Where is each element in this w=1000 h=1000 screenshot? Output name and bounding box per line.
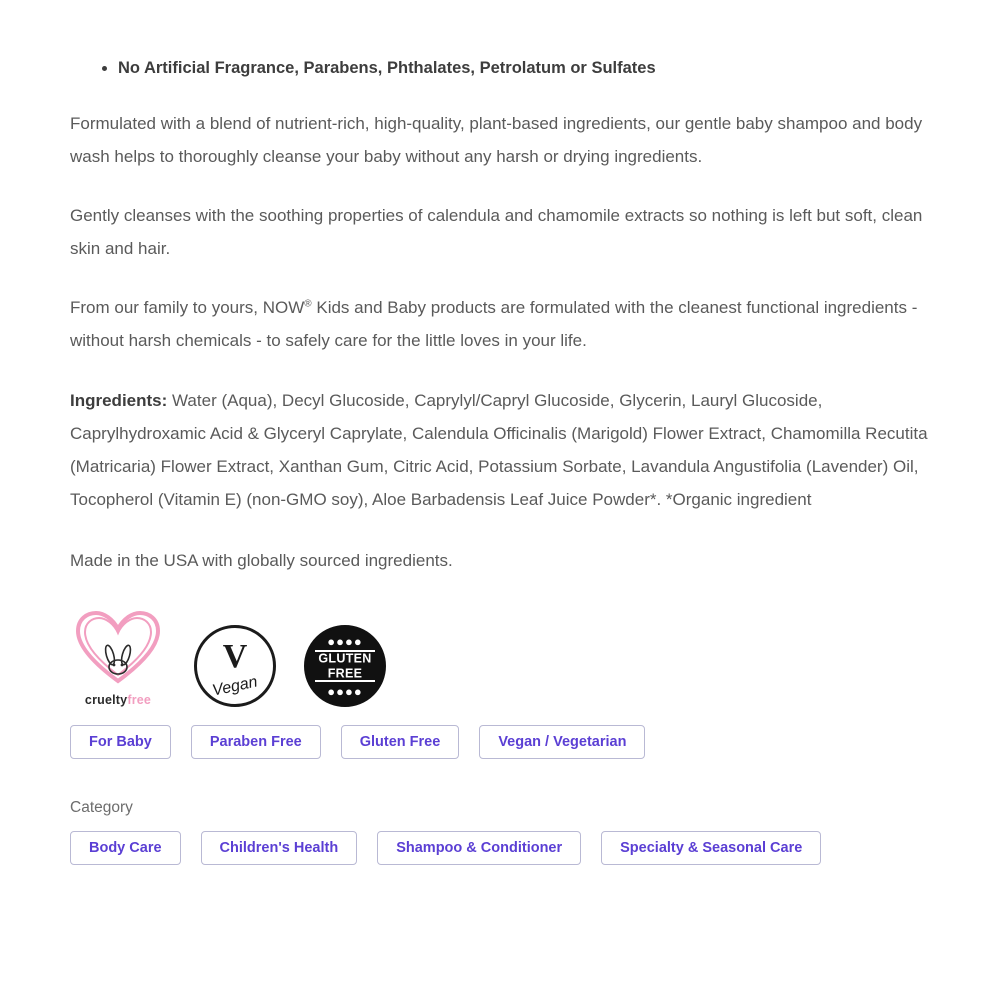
registered-trademark-symbol: ® (304, 298, 312, 310)
attribute-tag-paraben-free[interactable]: Paraben Free (191, 725, 321, 759)
free-word: FREE (327, 666, 363, 681)
gluten-free-label (307, 652, 383, 681)
family-text-after: Kids and Baby products are formulated with the cleanest functional ingredients - without harsh chemicals - to safely care for the little loves in your life. (70, 298, 918, 351)
paragraph-family (70, 291, 930, 357)
category-tag-shampoo-conditioner[interactable]: Shampoo & Conditioner (377, 831, 581, 865)
ingredients-text: Water (Aqua), Decyl Glucoside, Caprylyl/Capryl Glucoside, Glycerin, Lauryl Glucoside, Caprylhydroxamic Acid & Glyceryl Caprylate, Calendula Officinalis (Marigold) Flower Extract, Chamomilla Recutita (Matricaria) Flower Extract, Xanthan Gum, Citric Acid, Potassium Sorbate, Lavandula Angustifolia (Lavender) Oil, Tocopherol (Vitamin E) (non-GMO soy), Aloe Barbadensis Leaf Juice Powder*. *Organic ingredient (70, 390, 928, 510)
gluten-free-top-dots: ●●●● (327, 634, 363, 650)
category-tag-body-care[interactable]: Body Care (70, 831, 181, 865)
attribute-tag-vegan-vegetarian[interactable]: Vegan / Vegetarian (479, 725, 645, 759)
cruelty-free-badge (70, 607, 166, 707)
family-text-before: From our family to yours, NOW (70, 298, 305, 318)
attribute-tag-gluten-free[interactable]: Gluten Free (341, 725, 460, 759)
ingredients-label: Ingredients: (70, 390, 168, 410)
list-item: • No Artificial Fragrance, Parabens, Phthalates, Petrolatum or Sulfates (118, 56, 930, 81)
gluten-free-badge (304, 625, 386, 707)
category-tag-list (70, 831, 930, 865)
attribute-tag-list (70, 725, 930, 759)
gluten-free-bottom-dots: ●●●● (327, 684, 363, 700)
certification-badges (70, 603, 930, 707)
paragraph-ingredients (70, 384, 930, 517)
gluten-word: GLUTEN (318, 651, 372, 666)
cruelty-word: cruelty (84, 693, 128, 708)
paragraph-cleanses: Gently cleanses with the soothing properties of calendula and chamomile extracts so nothing is left but soft, clean skin and hair. (70, 206, 923, 259)
free-word: free (127, 693, 152, 708)
vegan-letter: V (222, 638, 248, 676)
gluten-free-bottom-bar (315, 680, 375, 682)
attribute-tag-for-baby[interactable]: For Baby (70, 725, 171, 759)
cruelty-free-label (70, 693, 166, 707)
category-tag-childrens-health[interactable]: Children's Health (201, 831, 358, 865)
category-label: Category (70, 799, 133, 817)
cruelty-free-rabbit-heart-icon (70, 607, 166, 689)
category-tag-specialty-seasonal-care[interactable]: Specialty & Seasonal Care (601, 831, 821, 865)
paragraph-formulated: Formulated with a blend of nutrient-rich, high-quality, plant-based ingredients, our gentle baby shampoo and body wash helps to thoroughly cleanse your baby without any harsh or drying ingredients. (70, 113, 923, 166)
paragraph-made-in: Made in the USA with globally sourced ingredients. (70, 551, 453, 571)
feature-bullet-list (70, 56, 930, 81)
vegan-label: Vegan (210, 673, 259, 700)
vegan-badge (194, 625, 276, 707)
